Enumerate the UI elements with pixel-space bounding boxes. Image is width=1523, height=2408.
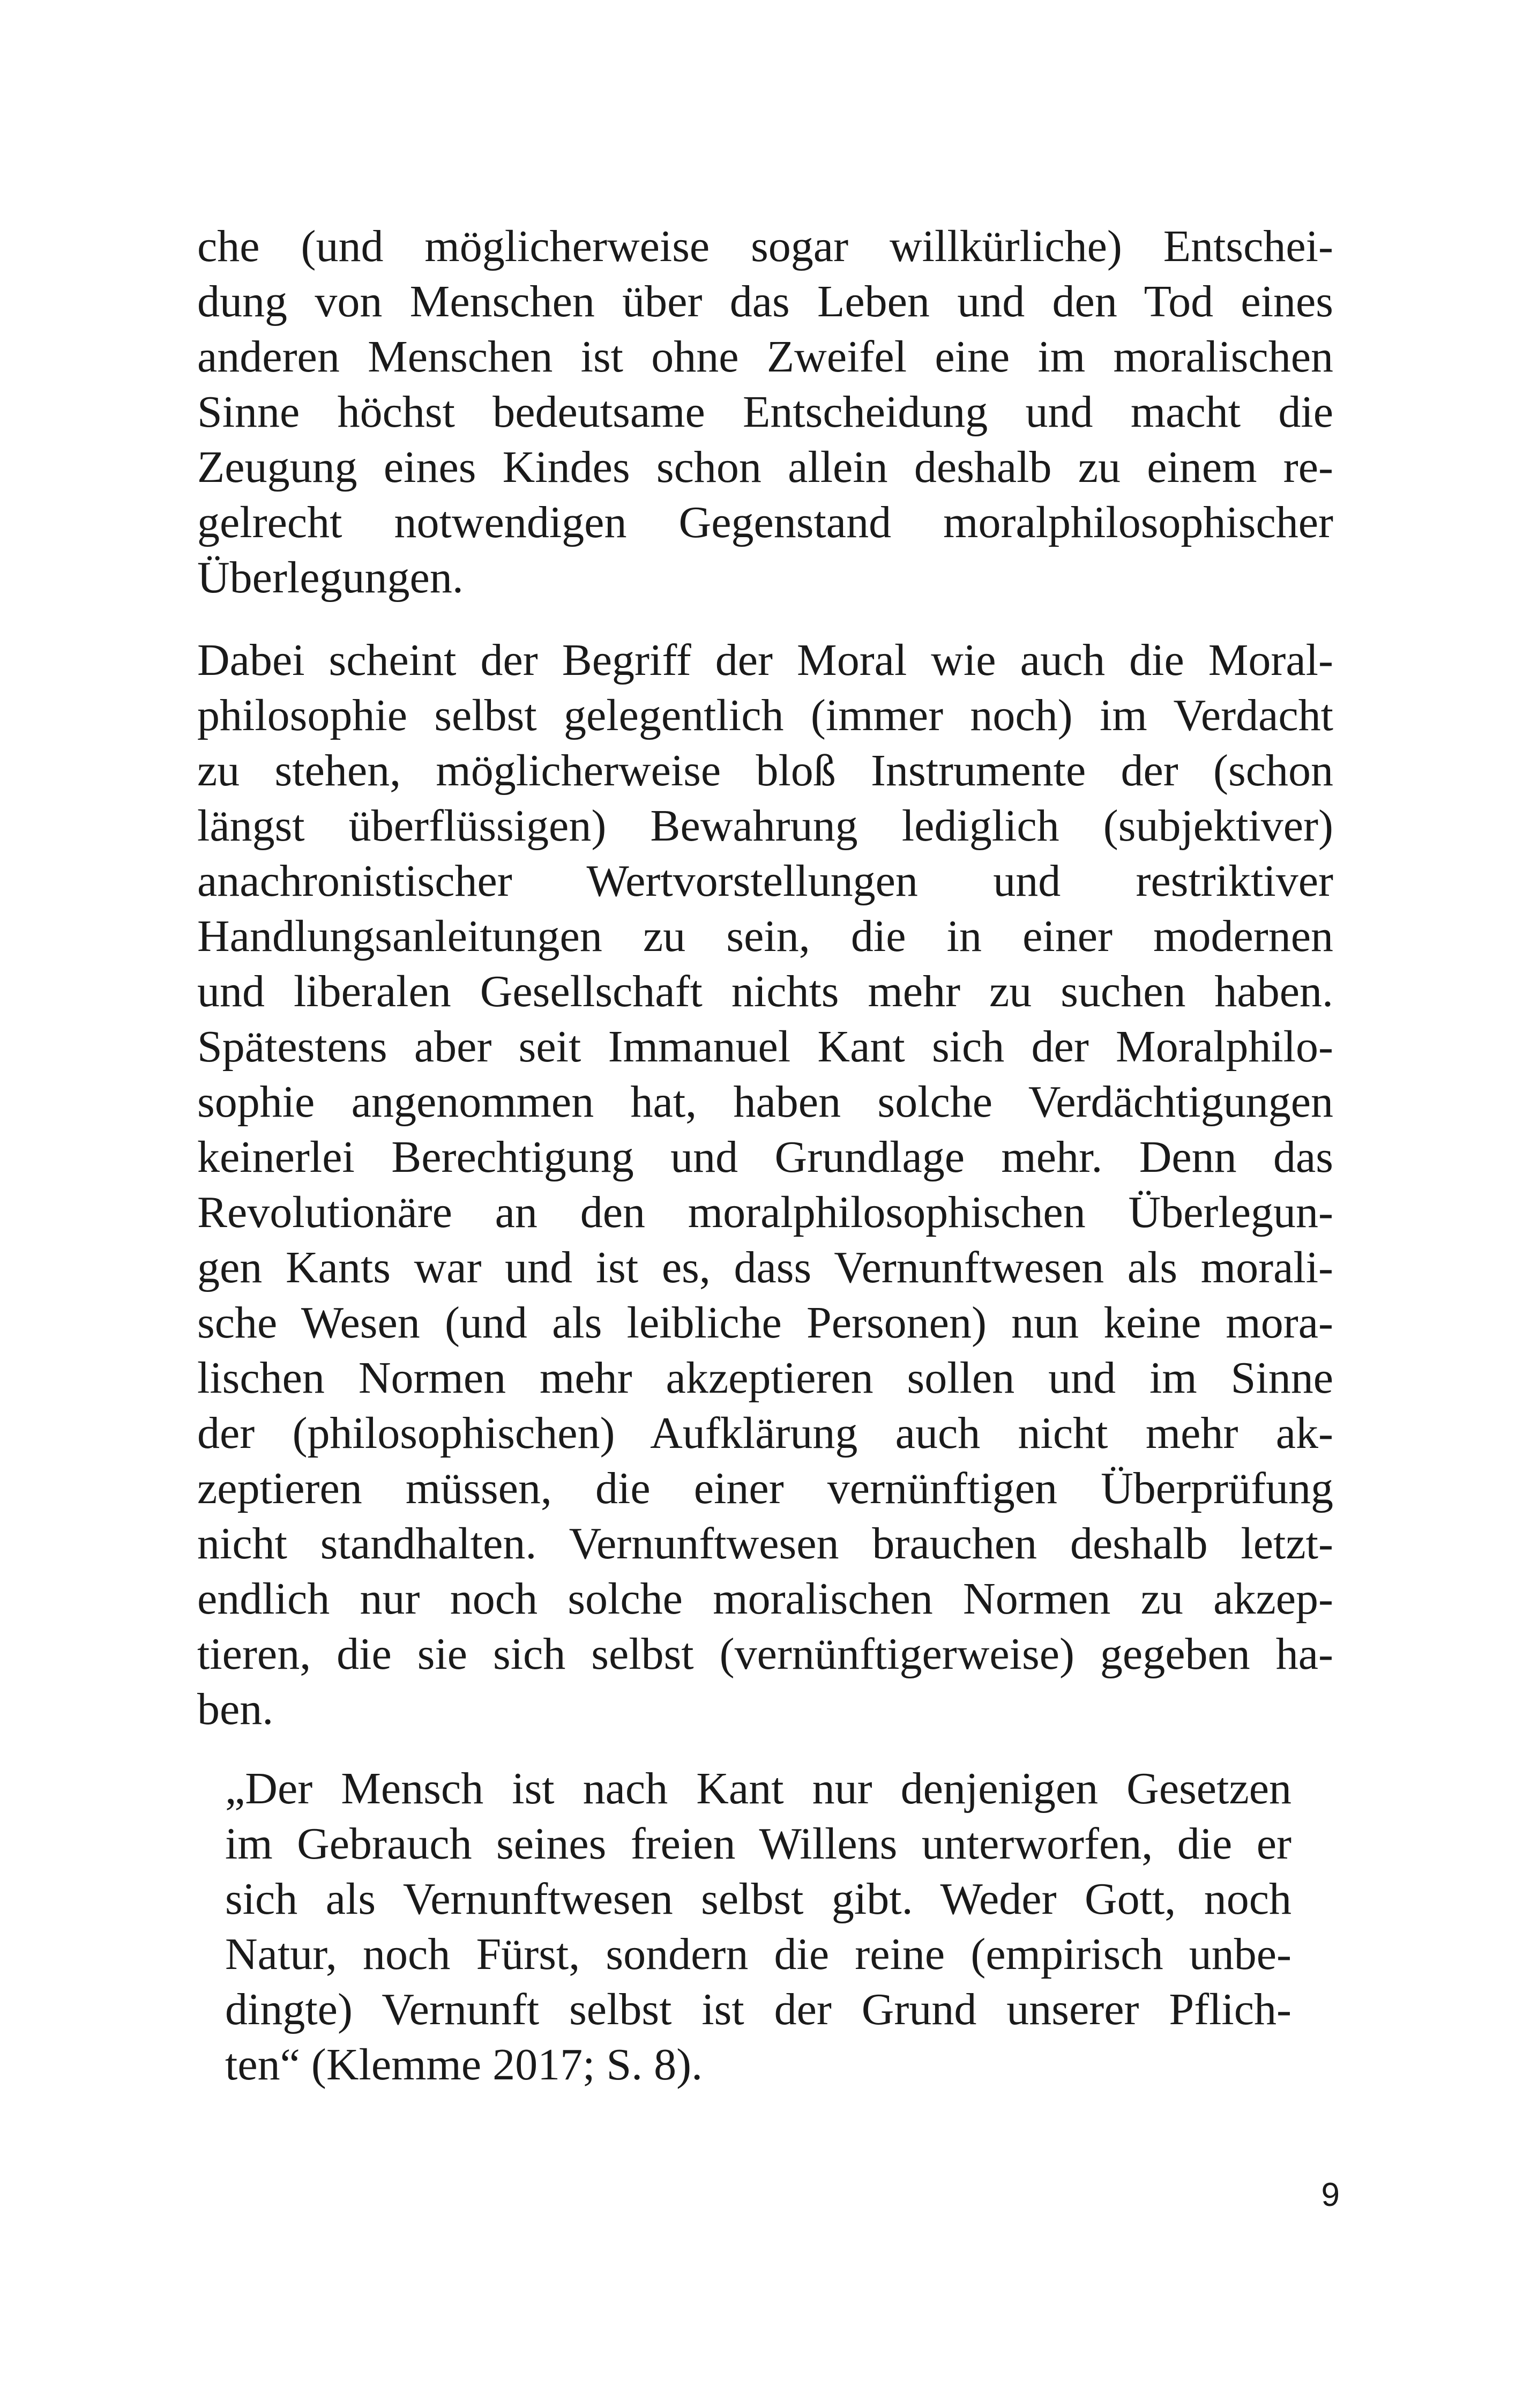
- quote-line: Natur, noch Fürst, sondern die reine (empirisch unbe-: [225, 1929, 1291, 1979]
- text-line: Spätestens aber seit Immanuel Kant sich der Moralphilo-: [197, 1022, 1333, 1072]
- text-line: zeptieren müssen, die einer vernünftigen Überprüfung: [197, 1463, 1333, 1513]
- text-line: längst überflüssigen) Bewahrung lediglich (subjektiver): [197, 801, 1333, 851]
- body-paragraph-2: [197, 633, 1333, 1737]
- text-line: sche Wesen (und als leibliche Personen) nun keine mora-: [197, 1298, 1333, 1348]
- text-line: tieren, die sie sich selbst (vernünftigerweise) gegeben ha-: [197, 1629, 1333, 1679]
- text-line: keinerlei Berechtigung und Grundlage mehr. Denn das: [197, 1132, 1333, 1182]
- text-line: Handlungsanleitungen zu sein, die in einer modernen: [197, 911, 1333, 961]
- text-line: der (philosophischen) Aufklärung auch nicht mehr ak-: [197, 1408, 1333, 1458]
- paragraph-text: [197, 219, 1333, 605]
- text-line: che (und möglicherweise sogar willkürliche) Entschei-: [197, 221, 1333, 271]
- text-line: nicht standhalten. Vernunftwesen brauchen deshalb letzt-: [197, 1519, 1333, 1569]
- text-line: Überlegungen.: [197, 553, 464, 603]
- text-line: gen Kants war und ist es, dass Vernunftwesen als morali-: [197, 1243, 1333, 1292]
- text-line: dung von Menschen über das Leben und den Tod eines: [197, 277, 1333, 326]
- text-line: Dabei scheint der Begriff der Moral wie auch die Moral-: [197, 635, 1333, 685]
- text-line: zu stehen, möglicherweise bloß Instrumente der (schon: [197, 746, 1333, 796]
- text-line: lischen Normen mehr akzeptieren sollen und im Sinne: [197, 1353, 1333, 1403]
- quote-line: im Gebrauch seines freien Willens unterworfen, die er: [225, 1819, 1291, 1869]
- paragraph-text: [197, 633, 1333, 1737]
- text-line: Sinne höchst bedeutsame Entscheidung und macht die: [197, 387, 1333, 437]
- text-line: und liberalen Gesellschaft nichts mehr zu suchen haben.: [197, 967, 1333, 1016]
- quote-line: sich als Vernunftwesen selbst gibt. Weder Gott, noch: [225, 1874, 1291, 1924]
- body-paragraph-1: [197, 219, 1333, 605]
- page-number: 9: [1321, 2176, 1340, 2213]
- text-line: ben.: [197, 1684, 274, 1734]
- block-quote: [225, 1761, 1291, 2092]
- quote-line: ten“ (Klemme 2017; S. 8).: [225, 2040, 703, 2090]
- text-line: endlich nur noch solche moralischen Normen zu akzep-: [197, 1574, 1333, 1624]
- text-line: anderen Menschen ist ohne Zweifel eine im moralischen: [197, 332, 1333, 382]
- text-line: anachronistischer Wertvorstellungen und restriktiver: [197, 856, 1333, 906]
- text-line: Revolutionäre an den moralphilosophischen Überlegun-: [197, 1187, 1333, 1237]
- quote-line: dingte) Vernunft selbst ist der Grund unserer Pflich-: [225, 1985, 1291, 2034]
- text-line: sophie angenommen hat, haben solche Verdächtigungen: [197, 1077, 1333, 1127]
- text-line: Zeugung eines Kindes schon allein deshalb zu einem re-: [197, 442, 1333, 492]
- text-line: philosophie selbst gelegentlich (immer noch) im Verdacht: [197, 690, 1333, 740]
- quote-line: „Der Mensch ist nach Kant nur denjenigen Gesetzen: [225, 1764, 1291, 1814]
- text-line: gelrecht notwendigen Gegenstand moralphilosophischer: [197, 497, 1333, 547]
